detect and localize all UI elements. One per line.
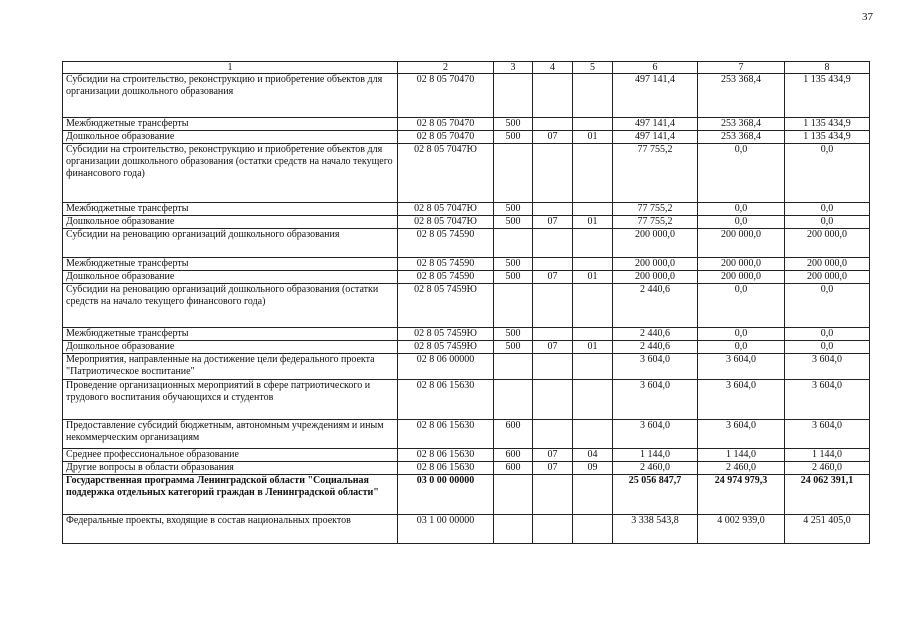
row-code-cell: 02 8 05 7047Ю <box>398 216 494 229</box>
row-name-cell: Мероприятия, направленные на достижение цели федерального проекта "Патриотическое воспитание" <box>63 354 398 380</box>
row-pr-cell: 01 <box>573 341 613 354</box>
row-rz-cell <box>533 118 573 131</box>
row-rz-cell: 07 <box>533 341 573 354</box>
row-vr-cell <box>494 380 533 420</box>
table-row <box>63 420 870 449</box>
row-value-2-cell: 200 000,0 <box>698 258 785 271</box>
row-code-cell: 02 8 05 74590 <box>398 271 494 284</box>
budget-table <box>62 61 870 544</box>
row-code-cell: 02 8 05 7047Ю <box>398 203 494 216</box>
row-pr-cell <box>573 380 613 420</box>
row-pr-cell: 01 <box>573 216 613 229</box>
row-name-cell: Государственная программа Ленинградской области "Социальная поддержка отдельных категорий граждан в Ленинградской области" <box>63 475 398 515</box>
row-rz-cell <box>533 328 573 341</box>
row-value-1-cell: 2 460,0 <box>613 462 698 475</box>
row-vr-cell <box>494 284 533 328</box>
row-value-3-cell: 200 000,0 <box>785 258 870 271</box>
row-value-1-cell: 200 000,0 <box>613 229 698 258</box>
row-pr-cell <box>573 420 613 449</box>
page-number: 37 <box>862 11 873 23</box>
row-vr-cell: 500 <box>494 131 533 144</box>
row-rz-cell: 07 <box>533 449 573 462</box>
row-code-cell: 02 8 06 15630 <box>398 380 494 420</box>
row-value-2-cell: 1 144,0 <box>698 449 785 462</box>
row-name-cell: Другие вопросы в области образования <box>63 462 398 475</box>
row-name-cell: Субсидии на реновацию организаций дошкольного образования <box>63 229 398 258</box>
header-col-3: 3 <box>494 62 533 74</box>
row-vr-cell <box>494 354 533 380</box>
row-vr-cell: 500 <box>494 341 533 354</box>
row-vr-cell: 600 <box>494 449 533 462</box>
table-row <box>63 475 870 515</box>
row-pr-cell <box>573 203 613 216</box>
table-row <box>63 131 870 144</box>
header-col-4: 4 <box>533 62 573 74</box>
row-code-cell: 02 8 05 7459Ю <box>398 341 494 354</box>
row-code-cell: 02 8 05 7459Ю <box>398 284 494 328</box>
row-code-cell: 02 8 05 74590 <box>398 258 494 271</box>
row-value-2-cell: 253 368,4 <box>698 131 785 144</box>
row-value-1-cell: 25 056 847,7 <box>613 475 698 515</box>
row-rz-cell <box>533 203 573 216</box>
row-vr-cell <box>494 475 533 515</box>
row-value-1-cell: 2 440,6 <box>613 284 698 328</box>
row-value-2-cell: 0,0 <box>698 328 785 341</box>
row-value-2-cell: 253 368,4 <box>698 74 785 118</box>
row-pr-cell <box>573 475 613 515</box>
row-rz-cell: 07 <box>533 216 573 229</box>
table-row <box>63 203 870 216</box>
row-rz-cell <box>533 475 573 515</box>
row-rz-cell: 07 <box>533 462 573 475</box>
header-col-2: 2 <box>398 62 494 74</box>
row-value-1-cell: 1 144,0 <box>613 449 698 462</box>
row-vr-cell: 500 <box>494 216 533 229</box>
row-value-2-cell: 3 604,0 <box>698 354 785 380</box>
row-pr-cell <box>573 258 613 271</box>
table-row <box>63 216 870 229</box>
row-value-1-cell: 3 338 543,8 <box>613 515 698 544</box>
row-value-1-cell: 77 755,2 <box>613 144 698 203</box>
row-vr-cell: 500 <box>494 258 533 271</box>
table-row <box>63 284 870 328</box>
table-row <box>63 354 870 380</box>
row-code-cell: 02 8 05 70470 <box>398 131 494 144</box>
row-rz-cell <box>533 144 573 203</box>
header-col-6: 6 <box>613 62 698 74</box>
row-name-cell: Предоставление субсидий бюджетным, автономным учреждениям и иным некоммерческим организациям <box>63 420 398 449</box>
header-row <box>63 62 870 74</box>
row-value-2-cell: 0,0 <box>698 144 785 203</box>
row-code-cell: 03 1 00 00000 <box>398 515 494 544</box>
row-value-1-cell: 3 604,0 <box>613 420 698 449</box>
row-rz-cell <box>533 229 573 258</box>
row-vr-cell <box>494 74 533 118</box>
row-name-cell: Межбюджетные трансферты <box>63 258 398 271</box>
row-value-3-cell: 0,0 <box>785 216 870 229</box>
row-pr-cell: 01 <box>573 131 613 144</box>
row-value-2-cell: 3 604,0 <box>698 420 785 449</box>
row-name-cell: Субсидии на реновацию организаций дошкольного образования (остатки средств на начало текущего финансового года) <box>63 284 398 328</box>
row-value-3-cell: 0,0 <box>785 328 870 341</box>
row-name-cell: Межбюджетные трансферты <box>63 118 398 131</box>
table-row <box>63 258 870 271</box>
row-pr-cell <box>573 354 613 380</box>
row-rz-cell <box>533 420 573 449</box>
row-pr-cell <box>573 144 613 203</box>
row-rz-cell: 07 <box>533 271 573 284</box>
row-rz-cell <box>533 354 573 380</box>
row-value-1-cell: 3 604,0 <box>613 354 698 380</box>
row-code-cell: 02 8 06 00000 <box>398 354 494 380</box>
row-value-1-cell: 497 141,4 <box>613 118 698 131</box>
row-value-2-cell: 2 460,0 <box>698 462 785 475</box>
row-vr-cell: 500 <box>494 328 533 341</box>
row-vr-cell: 500 <box>494 118 533 131</box>
row-code-cell: 02 8 05 74590 <box>398 229 494 258</box>
row-code-cell: 03 0 00 00000 <box>398 475 494 515</box>
row-name-cell: Среднее профессиональное образование <box>63 449 398 462</box>
row-pr-cell: 09 <box>573 462 613 475</box>
row-rz-cell <box>533 380 573 420</box>
row-value-1-cell: 77 755,2 <box>613 203 698 216</box>
row-value-2-cell: 0,0 <box>698 203 785 216</box>
row-code-cell: 02 8 05 70470 <box>398 118 494 131</box>
row-value-2-cell: 0,0 <box>698 216 785 229</box>
row-name-cell: Дошкольное образование <box>63 341 398 354</box>
row-value-1-cell: 77 755,2 <box>613 216 698 229</box>
row-value-3-cell: 0,0 <box>785 144 870 203</box>
row-code-cell: 02 8 06 15630 <box>398 462 494 475</box>
header-col-5: 5 <box>573 62 613 74</box>
row-name-cell: Дошкольное образование <box>63 131 398 144</box>
row-vr-cell: 600 <box>494 462 533 475</box>
row-value-3-cell: 200 000,0 <box>785 271 870 284</box>
row-pr-cell <box>573 118 613 131</box>
row-vr-cell: 500 <box>494 203 533 216</box>
row-value-3-cell: 24 062 391,1 <box>785 475 870 515</box>
table-row <box>63 74 870 118</box>
row-rz-cell: 07 <box>533 131 573 144</box>
row-value-3-cell: 0,0 <box>785 203 870 216</box>
row-pr-cell: 04 <box>573 449 613 462</box>
header-col-8: 8 <box>785 62 870 74</box>
table-row <box>63 328 870 341</box>
row-value-1-cell: 3 604,0 <box>613 380 698 420</box>
row-value-2-cell: 3 604,0 <box>698 380 785 420</box>
row-pr-cell <box>573 328 613 341</box>
row-pr-cell <box>573 515 613 544</box>
row-value-3-cell: 1 135 434,9 <box>785 118 870 131</box>
row-value-2-cell: 253 368,4 <box>698 118 785 131</box>
table-row <box>63 462 870 475</box>
table-row <box>63 144 870 203</box>
row-value-3-cell: 0,0 <box>785 284 870 328</box>
row-value-2-cell: 24 974 979,3 <box>698 475 785 515</box>
row-value-3-cell: 1 144,0 <box>785 449 870 462</box>
header-col-7: 7 <box>698 62 785 74</box>
row-value-3-cell: 3 604,0 <box>785 420 870 449</box>
row-value-3-cell: 3 604,0 <box>785 354 870 380</box>
row-value-3-cell: 2 460,0 <box>785 462 870 475</box>
row-value-2-cell: 200 000,0 <box>698 229 785 258</box>
row-value-3-cell: 3 604,0 <box>785 380 870 420</box>
row-value-3-cell: 200 000,0 <box>785 229 870 258</box>
row-code-cell: 02 8 05 70470 <box>398 74 494 118</box>
row-code-cell: 02 8 06 15630 <box>398 420 494 449</box>
row-name-cell: Субсидии на строительство, реконструкцию и приобретение объектов для организации дошкольного образования <box>63 74 398 118</box>
table-row <box>63 515 870 544</box>
table-row <box>63 229 870 258</box>
row-value-2-cell: 4 002 939,0 <box>698 515 785 544</box>
row-name-cell: Проведение организационных мероприятий в сфере патриотического и трудового воспитания обучающихся и студентов <box>63 380 398 420</box>
row-value-2-cell: 0,0 <box>698 284 785 328</box>
table-row <box>63 271 870 284</box>
row-value-3-cell: 4 251 405,0 <box>785 515 870 544</box>
table-row <box>63 449 870 462</box>
table-row <box>63 341 870 354</box>
row-value-1-cell: 2 440,6 <box>613 328 698 341</box>
row-code-cell: 02 8 06 15630 <box>398 449 494 462</box>
row-vr-cell <box>494 515 533 544</box>
row-value-2-cell: 200 000,0 <box>698 271 785 284</box>
row-rz-cell <box>533 258 573 271</box>
row-pr-cell <box>573 229 613 258</box>
row-name-cell: Федеральные проекты, входящие в состав национальных проектов <box>63 515 398 544</box>
row-vr-cell: 500 <box>494 271 533 284</box>
header-col-1: 1 <box>63 62 398 74</box>
row-name-cell: Дошкольное образование <box>63 216 398 229</box>
row-value-3-cell: 0,0 <box>785 341 870 354</box>
row-value-2-cell: 0,0 <box>698 341 785 354</box>
row-rz-cell <box>533 74 573 118</box>
row-rz-cell <box>533 284 573 328</box>
row-value-1-cell: 497 141,4 <box>613 131 698 144</box>
row-rz-cell <box>533 515 573 544</box>
row-pr-cell <box>573 284 613 328</box>
row-value-1-cell: 2 440,6 <box>613 341 698 354</box>
row-name-cell: Субсидии на строительство, реконструкцию и приобретение объектов для организации дошкольного образования (остатки средств на начало текущего финансового года) <box>63 144 398 203</box>
row-name-cell: Межбюджетные трансферты <box>63 203 398 216</box>
table-row <box>63 380 870 420</box>
row-name-cell: Дошкольное образование <box>63 271 398 284</box>
row-value-1-cell: 200 000,0 <box>613 271 698 284</box>
row-pr-cell: 01 <box>573 271 613 284</box>
row-vr-cell <box>494 144 533 203</box>
row-name-cell: Межбюджетные трансферты <box>63 328 398 341</box>
row-value-3-cell: 1 135 434,9 <box>785 131 870 144</box>
row-vr-cell: 600 <box>494 420 533 449</box>
row-code-cell: 02 8 05 7459Ю <box>398 328 494 341</box>
row-value-1-cell: 497 141,4 <box>613 74 698 118</box>
row-value-1-cell: 200 000,0 <box>613 258 698 271</box>
table-row <box>63 118 870 131</box>
row-value-3-cell: 1 135 434,9 <box>785 74 870 118</box>
row-pr-cell <box>573 74 613 118</box>
row-vr-cell <box>494 229 533 258</box>
row-code-cell: 02 8 05 7047Ю <box>398 144 494 203</box>
